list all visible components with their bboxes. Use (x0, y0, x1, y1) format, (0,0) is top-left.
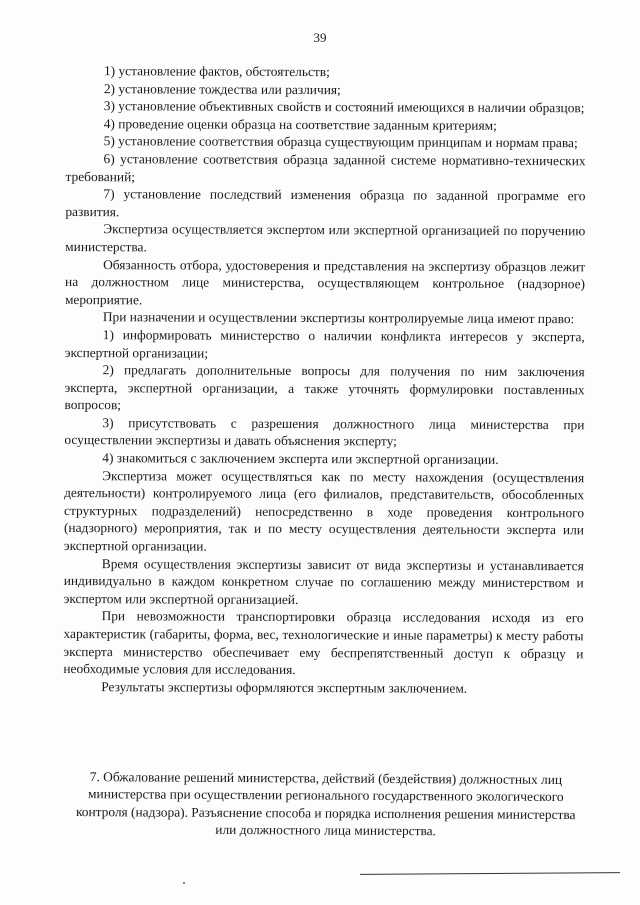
paragraph-expertise-performer: Экспертиза осуществляется экспертом или экспертной организацией по поручению министерства. (65, 221, 586, 255)
list-item-6: 6) установление соответствия образца заданной системе нормативно-технических требований; (65, 151, 586, 184)
list-item-3: 3) установление объективных свойств и состояний имеющихся в наличии образцов; (103, 98, 585, 116)
document-body (63, 62, 586, 698)
list-item-4: 4) проведение оценки образца на соответствие заданным критериям; (103, 115, 497, 133)
paragraph-rights-intro: При назначении и осуществлении экспертизы контролируемые лица имеют право: (102, 309, 575, 327)
scan-speck (183, 882, 185, 884)
rights-item-3: 3) присутствовать с разрешения должностного лица министерства при осуществлении экспертизы и давать объяснения эксперту; (64, 415, 585, 449)
list-item-1: 1) установление фактов, обстоятельств; (103, 63, 330, 80)
rights-item-1: 1) информировать министерство о наличии конфликта интересов у эксперта, экспертной организации; (64, 327, 585, 361)
list-item-2: 2) установление тождества или различия; (103, 80, 341, 97)
section-heading-text: 7. Обжалование решений министерства, действий (бездействия) должностных лиц министерства при осуществлении регионального государственного экологического контроля (надзора). Разъяснение способа и порядка исполнения решения министерства или должностного лица министерства. (75, 769, 576, 839)
paragraph-sampling-duty: Обязанность отбора, удостоверения и представления на экспертизу образцов лежит на должностном лице министерства, осуществляющем контрольное (надзорное) мероприятие. (64, 256, 586, 308)
paragraph-expertise-results: Результаты экспертизы оформляются экспертным заключением. (101, 678, 468, 696)
rights-item-4: 4) знакомиться с заключением эксперта или экспертной организации. (102, 450, 499, 467)
paragraph-expertise-location: Экспертиза может осуществляться как по месту нахождения (осуществления деятельности) контролируемого лица (его филиалов, представительств, обособленных структурных подразделений) непосредственно в ходе проведения контрольного (надзорного) мероприятия, так и по месту осуществления деятельности эксперта или экспертной организации. (63, 467, 585, 554)
paragraph-transport-impossible: При невозможности транспортировки образца исследования исходя из его характеристик (габариты, форма, вес, технологические и иные параметры) к месту работы эксперта министерство обеспечивает ему беспрепятственный доступ к образцу и необходимые условия для исследования. (63, 608, 584, 678)
footer-rule (360, 872, 620, 875)
paragraph-expertise-duration: Время осуществления экспертизы зависит от вида экспертизы и устанавливается индивидуально в каждом конкретном случае по соглашению между министерством и экспертом или экспертной организацией. (63, 555, 584, 607)
rights-item-2: 2) предлагать дополнительные вопросы для получения по ним заключения эксперта, экспертной организации, а также уточнять формулировки поставленных вопросов; (64, 362, 585, 413)
list-item-7: 7) установление последствий изменения образца по заданной программе его развития. (65, 186, 586, 219)
section-heading (66, 768, 586, 841)
list-item-5: 5) установление соответствия образца существующим принципам и нормам права; (103, 133, 578, 151)
page-number: 39 (313, 30, 327, 45)
